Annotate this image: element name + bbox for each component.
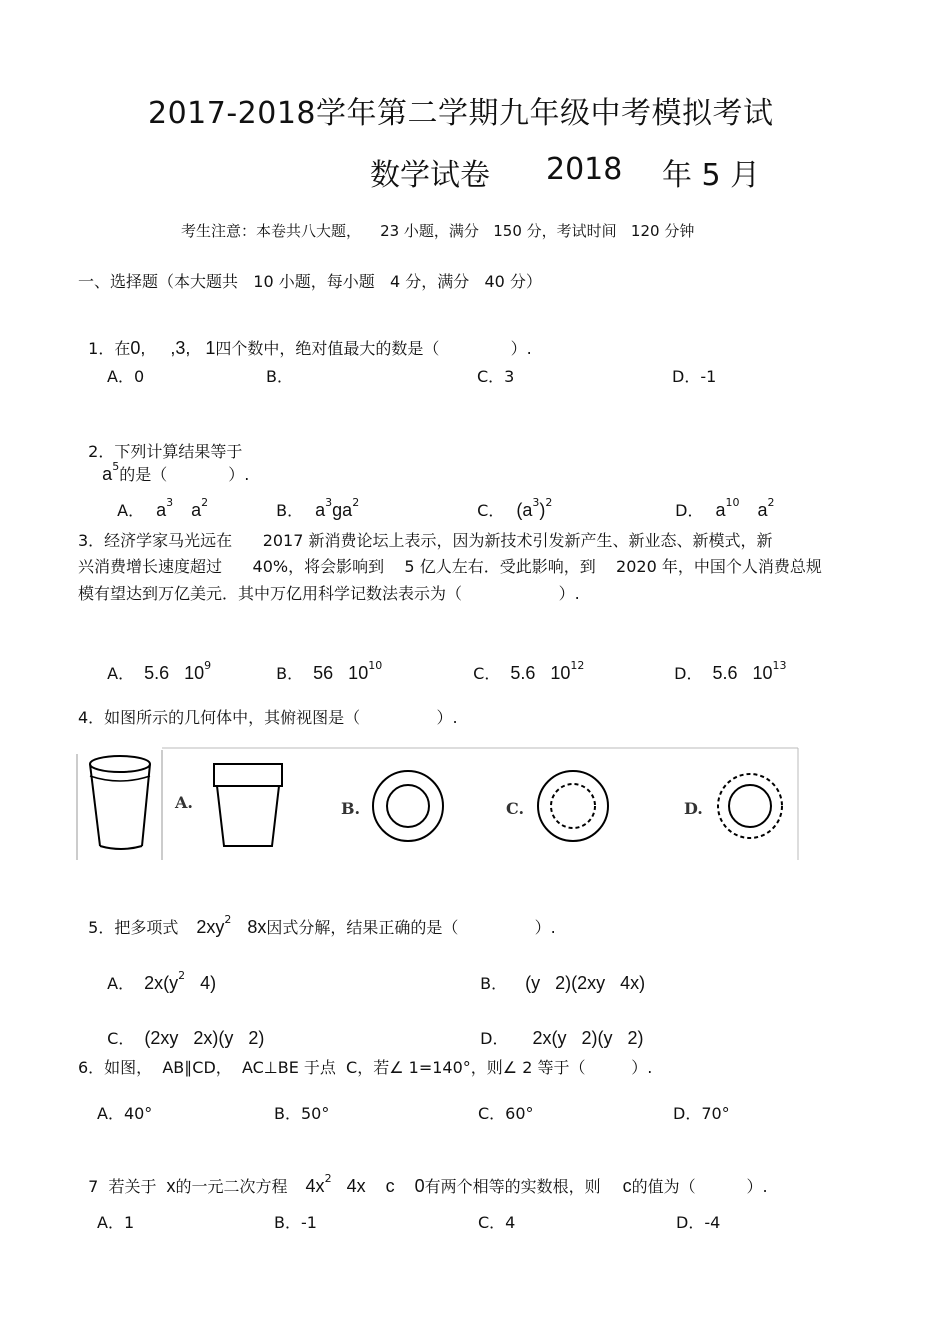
q2-c-exp1: 3 <box>532 496 540 509</box>
q7-stem-suffix: 的值为（ ）. <box>631 1177 768 1196</box>
q5-option-c-label: C． <box>107 1029 135 1048</box>
q1-option-b: B． <box>266 367 293 386</box>
q3-option-d-label: D． <box>674 664 703 683</box>
q5-a-expr: 2x(y <box>144 973 179 993</box>
q2-a-exp2: 2 <box>201 496 209 509</box>
q2-option-a-label: A． <box>117 501 145 520</box>
front-view-shape <box>214 764 282 846</box>
q3-option-c-label: C． <box>473 664 501 683</box>
q3-line3: 模有望达到万亿美元．其中万亿用科学记数法表示为（ ）. <box>78 584 580 603</box>
q5-a-expr-tail: 4) <box>185 973 217 993</box>
q5-option-b-label: B． <box>480 974 508 993</box>
q2-a-term2: a <box>191 500 202 520</box>
q5-option-a <box>97 952 216 994</box>
q5-option-a-label: A． <box>107 974 135 993</box>
exam-notice: 考生注意：本卷共八大题， 23 小题，满分 150 分，考试时间 120 分钟 <box>181 222 695 240</box>
q5-stem-suffix: 因式分解，结果正确的是（ ）. <box>266 918 556 937</box>
q7-stem-mid: 的一元二次方程 <box>175 1177 288 1196</box>
q3-a-mantissa: 5.6 10 <box>144 663 205 683</box>
q1-stem <box>78 317 532 359</box>
q2-c-term2: ) <box>539 500 546 520</box>
q1-option-a: A．0 <box>107 367 145 386</box>
exam-title: 2017-2018学年第二学期九年级中考模拟考试 <box>148 96 774 131</box>
q2-option-c <box>467 479 552 521</box>
q7-exp: 2 <box>324 1172 332 1185</box>
q5-option-b <box>470 952 645 994</box>
q3-a-exp: 9 <box>204 659 212 672</box>
q4-fig-d-label: D. <box>684 799 703 818</box>
q5-b-expr: (y 2)(2xy 4x) <box>525 973 646 993</box>
q7-option-c: C．4 <box>478 1213 516 1232</box>
q7-stem-prefix: 7 若关于 <box>88 1177 157 1196</box>
q1-stem-prefix: 1．在 <box>88 339 131 358</box>
concentric-solid-circles <box>373 771 443 841</box>
q2-a-exp1: 3 <box>166 496 174 509</box>
q3-option-b-label: B． <box>276 664 304 683</box>
q1-option-c: C．3 <box>477 367 515 386</box>
q3-b-exp: 10 <box>368 659 383 672</box>
q2-stem-prefix: 2．下列计算结果等于 <box>88 442 243 461</box>
q7-var-x: x <box>166 1176 176 1196</box>
q2-stem-suffix: 的是（ ）. <box>119 465 250 484</box>
exam-year: 2018 <box>546 152 623 187</box>
q7-var-c: c <box>622 1176 632 1196</box>
outer-solid-inner-dashed-circles <box>538 771 608 841</box>
q5-d-expr: 2x(y 2)(y 2) <box>532 1028 644 1048</box>
q5-stem-prefix: 5．把多项式 <box>88 918 179 937</box>
q5-option-c <box>97 1007 264 1049</box>
q2-c-term1: (a <box>516 500 533 520</box>
q2-d-term2: a <box>757 500 768 520</box>
q4-figure <box>76 746 800 862</box>
q3-line2: 兴消费增长速度超过 40%，将会影响到 5 亿人左右．受此影响，到 2020 年，中国个人消费总规 <box>78 557 822 576</box>
exam-month: 年 5 月 <box>662 158 761 193</box>
q3-d-exp: 13 <box>772 659 787 672</box>
q5-term1: 2xy <box>196 917 225 937</box>
q3-option-d <box>664 642 787 684</box>
q2-stem <box>78 420 249 485</box>
q2-var: a <box>102 464 113 484</box>
q5-exp: 2 <box>224 913 232 926</box>
q2-option-d <box>665 479 775 521</box>
q1-stem-suffix: 四个数中，绝对值最大的数是（ ）. <box>215 339 532 358</box>
q2-b-exp1: 3 <box>325 496 333 509</box>
q6-option-c: C．60° <box>478 1104 534 1123</box>
q7-stem <box>78 1155 768 1197</box>
q4-figure-svg <box>76 746 800 862</box>
q3-d-mantissa: 5.6 10 <box>712 663 773 683</box>
q6-option-a: A．40° <box>97 1104 153 1123</box>
q2-a-term1: a <box>156 500 167 520</box>
q3-option-c <box>463 642 584 684</box>
q3-b-mantissa: 56 10 <box>313 663 369 683</box>
q2-option-a <box>107 479 208 521</box>
q5-option-d <box>470 1007 644 1049</box>
q4-fig-c-label: C. <box>506 799 525 818</box>
q2-option-c-label: C． <box>477 501 505 520</box>
q7-option-d: D．-4 <box>676 1213 721 1232</box>
q5-stem <box>78 896 556 938</box>
q6-option-b: B．50° <box>274 1104 330 1123</box>
q4-fig-b-label: B. <box>341 799 361 818</box>
q3-option-a-label: A． <box>107 664 135 683</box>
q7-term1: 4x <box>305 1176 325 1196</box>
q2-d-exp1: 10 <box>725 496 740 509</box>
q1-option-d: D．-1 <box>672 367 717 386</box>
q3-c-exp: 12 <box>570 659 585 672</box>
q2-d-exp2: 2 <box>767 496 775 509</box>
subject-title: 数学试卷 <box>370 158 490 193</box>
q2-option-b-label: B． <box>276 501 304 520</box>
q2-d-term1: a <box>715 500 726 520</box>
outer-dashed-inner-solid-circles <box>718 774 782 838</box>
q4-stem: 4．如图所示的几何体中，其俯视图是（ ）. <box>78 708 458 727</box>
q5-option-d-label: D． <box>480 1029 509 1048</box>
q7-stem-mid2: 有两个相等的实数根，则 <box>424 1177 601 1196</box>
q2-option-b <box>266 479 359 521</box>
q3-option-a <box>97 642 211 684</box>
q7-equation-tail: 4x c 0 <box>331 1176 425 1196</box>
q4-fig-a-label: A. <box>175 793 193 812</box>
q7-option-b: B．-1 <box>274 1213 317 1232</box>
q2-b-exp2: 2 <box>352 496 360 509</box>
q5-term2: 8x <box>247 917 267 937</box>
q6-option-d: D．70° <box>673 1104 730 1123</box>
q2-b-term1: a <box>315 500 326 520</box>
q3-line1: 3．经济学家马光远在 2017 新消费论坛上表示，因为新技术引发新产生、新业态、新模式，新 <box>78 531 773 550</box>
q1-numbers: 0, ,3, 1 <box>130 338 216 358</box>
q6-stem: 6．如图， AB∥CD， AC⊥BE 于点 C，若∠ 1=140°，则∠ 2 等于（ ）. <box>78 1058 653 1077</box>
q3-c-mantissa: 5.6 10 <box>510 663 571 683</box>
cup-solid-shape <box>90 756 150 849</box>
q5-c-expr: (2xy 2x)(y 2) <box>144 1028 265 1048</box>
section-heading: 一、选择题（本大题共 10 小题，每小题 4 分，满分 40 分） <box>78 272 542 291</box>
q5-a-exp: 2 <box>178 969 186 982</box>
q2-b-term2: ga <box>332 500 353 520</box>
q7-option-a: A．1 <box>97 1213 135 1232</box>
q3-option-b <box>266 642 382 684</box>
q2-c-exp2: 2 <box>545 496 553 509</box>
q2-option-d-label: D． <box>675 501 704 520</box>
q2-exp: 5 <box>112 460 120 473</box>
